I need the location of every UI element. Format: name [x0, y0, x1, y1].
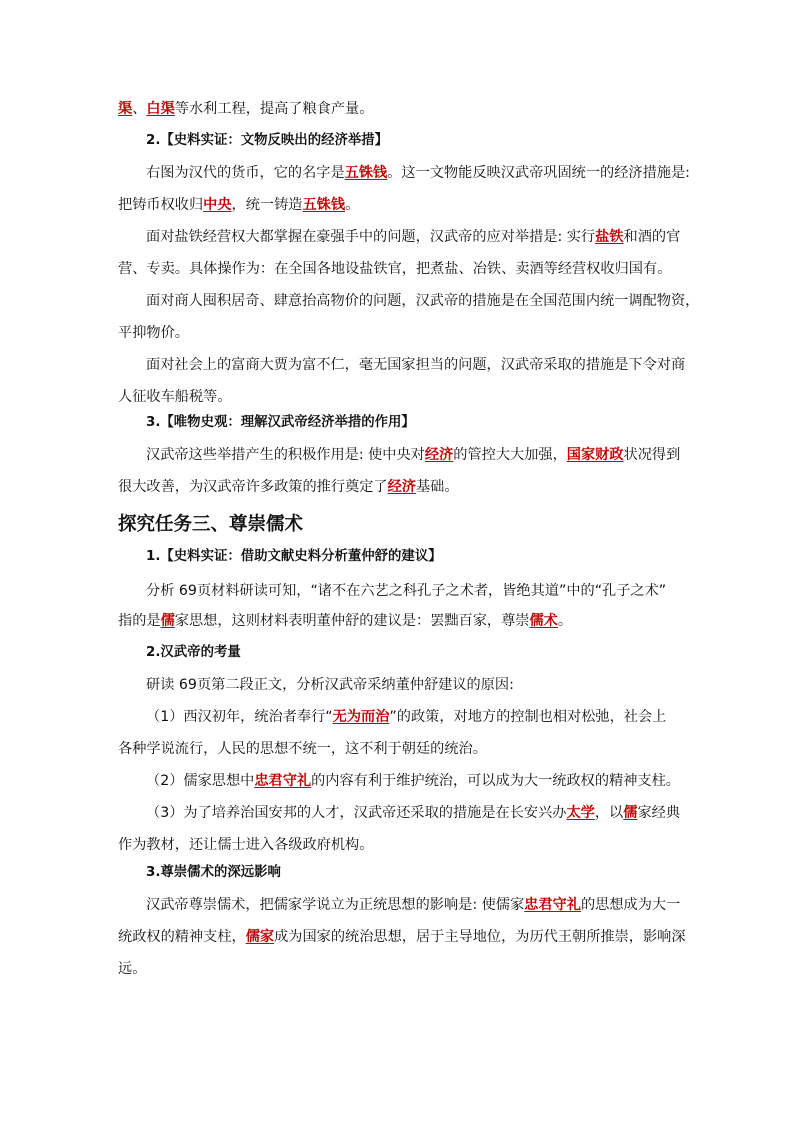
answer-highlight: 盐铁: [595, 229, 624, 245]
answer-highlight: 中央: [203, 197, 232, 213]
text-segment: 的内容有利于维护统治，可以成为大一统政权的精神支柱。: [311, 773, 680, 789]
answer-highlight: 忠君守礼: [254, 773, 312, 789]
text-line: [146, 706, 706, 728]
text-segment: 探究任务三、尊崇儒术: [118, 514, 304, 535]
text-segment: 的管控大大加强，: [453, 447, 567, 463]
answer-highlight: 无为而治: [332, 709, 390, 725]
text-segment: 面对社会上的富商大贾为富不仁，毫无国家担当的问题，汉武帝采取的措施是下令对商: [146, 357, 686, 373]
text-segment: （2）儒家思想中: [146, 773, 255, 789]
text-segment: 指的是: [118, 613, 161, 629]
text-segment: 作为教材，还让儒士进入各级政府机构。: [118, 837, 374, 853]
text-segment: 右图为汉代的货币，它的名字是: [146, 165, 345, 181]
text-segment: 汉武帝这些举措产生的积极作用是: 使中央对: [146, 447, 425, 463]
text-segment: 远。: [118, 961, 147, 977]
text-line: [118, 926, 686, 948]
text-line: [146, 894, 706, 916]
text-line: [146, 802, 706, 824]
text-segment: 统政权的精神支柱，: [118, 929, 246, 945]
text-segment: 2.汉武帝的考量: [146, 645, 241, 660]
answer-highlight: 儒术: [529, 613, 558, 629]
section-heading: [146, 862, 706, 884]
text-segment: ，以: [594, 805, 624, 821]
answer-highlight: 国家财政: [566, 447, 624, 463]
text-segment: 2.【史料实证：文物反映出的经济举措】: [146, 133, 389, 148]
text-segment: 面对盐铁经营权大都掌握在豪强手中的问题，汉武帝的应对举措是: 实行: [146, 229, 596, 245]
answer-highlight: 儒: [623, 805, 638, 821]
text-line: [146, 162, 706, 184]
answer-highlight: 儒: [160, 613, 175, 629]
text-segment: 基础。: [415, 479, 459, 495]
text-line: [118, 322, 678, 344]
text-segment: 等水利工程，提高了粮食产量。: [174, 101, 374, 117]
text-line: [118, 386, 678, 408]
answer-highlight: 五铢钱: [302, 197, 346, 213]
text-segment: 3.尊崇儒术的深远影响: [146, 865, 281, 880]
text-segment: 和酒的官: [623, 229, 681, 245]
section-heading: [146, 130, 706, 152]
text-segment: 各种学说流行，人民的思想不统一，这不利于朝廷的统治。: [118, 741, 487, 757]
text-line: [146, 290, 706, 312]
text-segment: 很大改善，为汉武帝许多政策的推行奠定了: [118, 479, 388, 495]
text-segment: （3）为了培养治国安邦的人才，汉武帝还采取的措施是在长安兴办: [146, 805, 567, 821]
text-segment: 分析 69页材料研读可知，“诸不在六艺之科孔子之术者，皆绝其道”中的“孔子之术”: [146, 583, 667, 599]
text-segment: ，统一铸造: [231, 197, 303, 213]
answer-highlight: 儒家: [245, 929, 275, 945]
text-line: [146, 674, 706, 696]
text-line: [118, 738, 678, 760]
text-line: [118, 610, 678, 632]
text-segment: 面对商人囤积居奇、肆意抬高物价的问题，汉武帝的措施是在全国范围内统一调配物资，: [146, 293, 700, 309]
answer-highlight: 太学: [566, 805, 595, 821]
section-heading: [146, 412, 706, 434]
answer-highlight: 经济: [387, 479, 416, 495]
answer-highlight: 忠君守礼: [524, 897, 581, 913]
text-line: [118, 834, 678, 856]
text-segment: 把铸币权收归: [118, 197, 204, 213]
answer-highlight: 经济: [424, 447, 454, 463]
text-segment: 。这一文物能反映汉武帝巩固统一的经济措施是:: [387, 165, 690, 181]
text-segment: （1）西汉初年，统治者奉行“: [146, 709, 333, 725]
text-segment: 。: [345, 197, 360, 213]
text-segment: 家思想，这则材料表明董仲舒的建议是：罢黜百家，尊崇: [174, 613, 530, 629]
text-segment: 营、专卖。具体操作为：在全国各地设盐铁官，把煮盐、冶铁、卖酒等经营权收归国有。: [118, 261, 672, 277]
text-segment: ”的政策，对地方的控制也相对松弛，社会上: [389, 709, 667, 725]
text-segment: 研读 69页第二段正文，分析汉武帝采纳董仲舒建议的原因:: [146, 677, 514, 693]
text-segment: 。: [557, 613, 573, 629]
text-line: [146, 770, 706, 792]
text-segment: 人征收车船税等。: [118, 389, 232, 405]
text-line: [146, 580, 706, 602]
text-segment: 3.【唯物史观：理解汉武帝经济举措的作用】: [146, 415, 415, 430]
page-title: [118, 510, 303, 536]
text-line: [118, 476, 678, 498]
answer-highlight: 渠: [118, 101, 133, 117]
text-line: [118, 258, 678, 280]
section-heading: [146, 546, 706, 568]
text-segment: 状况得到: [623, 447, 681, 463]
text-line: [146, 226, 706, 248]
section-heading: [146, 642, 706, 664]
text-segment: 的思想成为大一: [580, 897, 681, 913]
answer-highlight: 五铢钱: [344, 165, 388, 181]
text-segment: 1.【史料实证：借助文献史料分析董仲舒的建议】: [146, 549, 442, 564]
text-line: [118, 194, 678, 216]
text-line: [118, 958, 678, 980]
answer-highlight: 白渠: [146, 101, 175, 117]
text-segment: 平抑物价。: [118, 325, 189, 341]
text-segment: 家经典: [637, 805, 681, 821]
text-segment: 汉武帝尊崇儒术，把儒家学说立为正统思想的影响是: 使儒家: [146, 897, 525, 913]
text-segment: 、: [132, 101, 147, 117]
text-segment: 成为国家的统治思想，居于主导地位，为历代王朝所推崇，影响深: [274, 929, 686, 945]
text-line: [146, 354, 706, 376]
text-line: [146, 444, 706, 466]
text-line: [118, 98, 678, 120]
